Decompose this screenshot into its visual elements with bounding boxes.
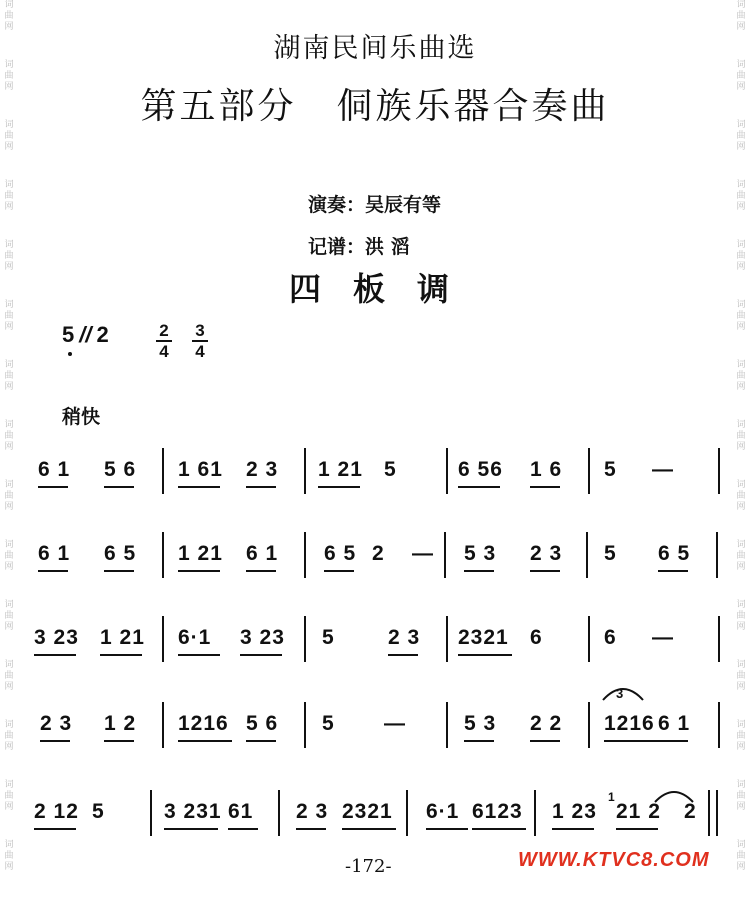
note-group: 1 21 (178, 542, 223, 565)
beam-underline (178, 740, 232, 742)
beam-underline (40, 740, 70, 742)
note-group: 2321 (342, 800, 393, 823)
note-group: — (652, 458, 674, 481)
note-group: 1 2 (104, 712, 137, 735)
bar-line (162, 702, 164, 748)
bar-line (304, 448, 306, 494)
bar-line (718, 702, 720, 748)
watermark-glyphs: 词 曲 网 (4, 720, 14, 752)
beam-underline (104, 740, 134, 742)
beam-underline (246, 486, 276, 488)
note-group: 1216 (604, 712, 655, 735)
note-group: 2 2 (530, 712, 563, 735)
collection-title: 湖南民间乐曲选 (273, 33, 477, 64)
beam-underline (472, 828, 526, 830)
note-group: 5 (322, 626, 335, 649)
note-group: 2 3 (388, 626, 421, 649)
watermark-glyphs: 词 曲 网 (736, 60, 746, 92)
note-group: 5 (92, 800, 105, 823)
bar-line (708, 790, 710, 836)
note-group: — (412, 542, 434, 565)
beam-underline (324, 570, 354, 572)
note-group: 6 (604, 626, 617, 649)
beam-underline (34, 654, 76, 656)
beam-underline (246, 740, 276, 742)
beam-underline (178, 486, 220, 488)
score-row (0, 528, 750, 584)
part-title: 第五部分 (140, 86, 297, 127)
score-row (0, 444, 750, 500)
beam-underline (34, 828, 76, 830)
beam-underline (552, 828, 594, 830)
ts-num: 2 (159, 321, 169, 340)
watermark-glyphs: 词 曲 网 (4, 60, 14, 92)
watermark-glyphs: 词 曲 网 (4, 840, 14, 872)
note-group: 2 3 (296, 800, 329, 823)
watermark-glyphs: 词 曲 网 (4, 240, 14, 272)
performer-credit: 演奏：吴辰有等 (308, 194, 442, 216)
bar-line (716, 532, 718, 578)
note-group: 21 2 (616, 800, 661, 823)
beam-underline (246, 570, 276, 572)
beam-underline (530, 740, 560, 742)
note-group: 1 21 (100, 626, 145, 649)
score-row (0, 698, 750, 754)
beam-underline (178, 654, 220, 656)
bar-line (406, 790, 408, 836)
beam-underline (100, 654, 142, 656)
bar-line (150, 790, 152, 836)
bar-line (444, 532, 446, 578)
note-group: 5 (384, 458, 397, 481)
beam-underline (658, 740, 688, 742)
beam-underline (318, 486, 360, 488)
watermark-glyphs: 词 曲 网 (4, 300, 14, 332)
note-group: 5 3 (464, 712, 497, 735)
beam-underline (530, 486, 560, 488)
note-group: 1 21 (318, 458, 363, 481)
watermark-glyphs: 词 曲 网 (4, 660, 14, 692)
bar-line (162, 616, 164, 662)
note-group: 6·1 (426, 800, 460, 823)
watermark-glyphs: 词 曲 网 (736, 180, 746, 212)
time-signature-2-4 (156, 322, 172, 360)
part-subtitle: 侗族乐器合奏曲 (336, 86, 610, 127)
page-number: -172- (345, 856, 392, 877)
beam-underline (240, 654, 282, 656)
bar-line (304, 702, 306, 748)
beam-underline (104, 570, 134, 572)
bar-line (718, 448, 720, 494)
note-group: 2 3 (246, 458, 279, 481)
watermark-glyphs: 词 曲 网 (736, 360, 746, 392)
note-group: 6 5 (658, 542, 691, 565)
beam-underline (104, 486, 134, 488)
ts-den: 4 (195, 342, 205, 361)
tempo-marking: 稍快 (62, 406, 101, 428)
note-group: 6 1 (658, 712, 691, 735)
beam-underline (342, 828, 396, 830)
watermark-glyphs: 词 曲 网 (736, 840, 746, 872)
watermark-glyphs: 词 曲 网 (736, 780, 746, 812)
note-group: 2 (372, 542, 385, 565)
note-group: 1 23 (552, 800, 597, 823)
beam-underline (164, 828, 218, 830)
note-group: 5 3 (464, 542, 497, 565)
watermark-glyphs: 词 曲 网 (736, 660, 746, 692)
notation-credit: 记谱：洪 滔 (308, 236, 410, 258)
beam-underline (38, 486, 68, 488)
bar-line (588, 448, 590, 494)
score-row (0, 786, 750, 842)
bar-line (446, 448, 448, 494)
note-group: 1 61 (178, 458, 223, 481)
triplet-mark: 3 (616, 686, 624, 701)
watermark-glyphs: 词 曲 网 (4, 420, 14, 452)
note-group: 3 23 (34, 626, 79, 649)
watermark-glyphs: 词 曲 网 (736, 480, 746, 512)
beam-underline (388, 654, 418, 656)
ts-den: 4 (159, 342, 169, 361)
score-row (0, 612, 750, 668)
bar-line (586, 532, 588, 578)
beam-underline (458, 486, 500, 488)
bar-line (588, 702, 590, 748)
watermark-glyphs: 词 曲 网 (4, 180, 14, 212)
note-group: 2321 (458, 626, 509, 649)
note-group: 1216 (178, 712, 229, 735)
beam-underline (616, 828, 658, 830)
watermark-glyphs: 词 曲 网 (4, 480, 14, 512)
bar-line (588, 616, 590, 662)
note-group: 6 1 (38, 458, 71, 481)
bar-line (718, 616, 720, 662)
note-group: 3 231 (164, 800, 222, 823)
part-heading (0, 78, 750, 129)
watermark-glyphs: 词 曲 网 (736, 720, 746, 752)
beam-underline (464, 740, 494, 742)
bar-line (304, 616, 306, 662)
bar-line (534, 790, 536, 836)
beam-underline (464, 570, 494, 572)
note-group: 6 56 (458, 458, 503, 481)
watermark-glyphs: 词 曲 网 (4, 780, 14, 812)
song-title: 四板调 (288, 270, 481, 308)
watermark-glyphs: 词 曲 网 (4, 600, 14, 632)
beam-underline (458, 654, 512, 656)
octave-dot (68, 352, 72, 356)
note-group: 5 6 (246, 712, 279, 735)
note-group: — (384, 712, 406, 735)
note-group: 6 1 (38, 542, 71, 565)
note-group: 6·1 (178, 626, 212, 649)
note-group: 5 (604, 542, 617, 565)
watermark-glyphs: 词 曲 网 (736, 0, 746, 32)
note-group: 5 (322, 712, 335, 735)
watermark-glyphs: 词 曲 网 (736, 600, 746, 632)
watermark-glyphs: 词 曲 网 (4, 540, 14, 572)
bar-line (162, 448, 164, 494)
ts-num: 3 (195, 321, 205, 340)
beam-underline (530, 570, 560, 572)
beam-underline (604, 740, 658, 742)
tie-arc (652, 786, 696, 804)
note-group: 6123 (472, 800, 523, 823)
note-group: 6 (530, 626, 543, 649)
bar-line (446, 702, 448, 748)
grace-note: 1 (608, 790, 615, 804)
beam-underline (426, 828, 468, 830)
note-group: — (652, 626, 674, 649)
key-sol: 2 (96, 322, 109, 347)
watermark-glyphs: 词 曲 网 (4, 360, 14, 392)
note-group: 1 6 (530, 458, 563, 481)
watermark-glyphs: 词 曲 网 (4, 0, 14, 32)
bar-line (278, 790, 280, 836)
beam-underline (296, 828, 326, 830)
bar-line (304, 532, 306, 578)
note-group: 2 3 (40, 712, 73, 735)
note-group: 5 (604, 458, 617, 481)
bar-line (162, 532, 164, 578)
key-signature: 5 // 2 (62, 322, 109, 347)
watermark-glyphs: 词 曲 网 (736, 300, 746, 332)
note-group: 2 12 (34, 800, 79, 823)
note-group: 6 1 (246, 542, 279, 565)
watermark-glyphs: 词 曲 网 (4, 120, 14, 152)
note-group: 2 (684, 800, 697, 823)
website-watermark: WWW.KTVC8.COM (518, 849, 710, 871)
watermark-glyphs: 词 曲 网 (736, 540, 746, 572)
note-group: 6 5 (324, 542, 357, 565)
time-signature-3-4 (192, 322, 208, 360)
triplet-arc (600, 682, 646, 702)
note-group: 3 23 (240, 626, 285, 649)
note-group: 2 3 (530, 542, 563, 565)
beam-underline (228, 828, 258, 830)
note-group: 61 (228, 800, 254, 823)
beam-underline (38, 570, 68, 572)
beam-underline (178, 570, 220, 572)
watermark-glyphs: 词 曲 网 (736, 420, 746, 452)
watermark-glyphs: 词 曲 网 (736, 240, 746, 272)
key-tonic: 5 (62, 322, 75, 347)
note-group: 5 6 (104, 458, 137, 481)
bar-line (716, 790, 718, 836)
beam-underline (658, 570, 688, 572)
note-group: 6 5 (104, 542, 137, 565)
bar-line (446, 616, 448, 662)
watermark-glyphs: 词 曲 网 (736, 120, 746, 152)
